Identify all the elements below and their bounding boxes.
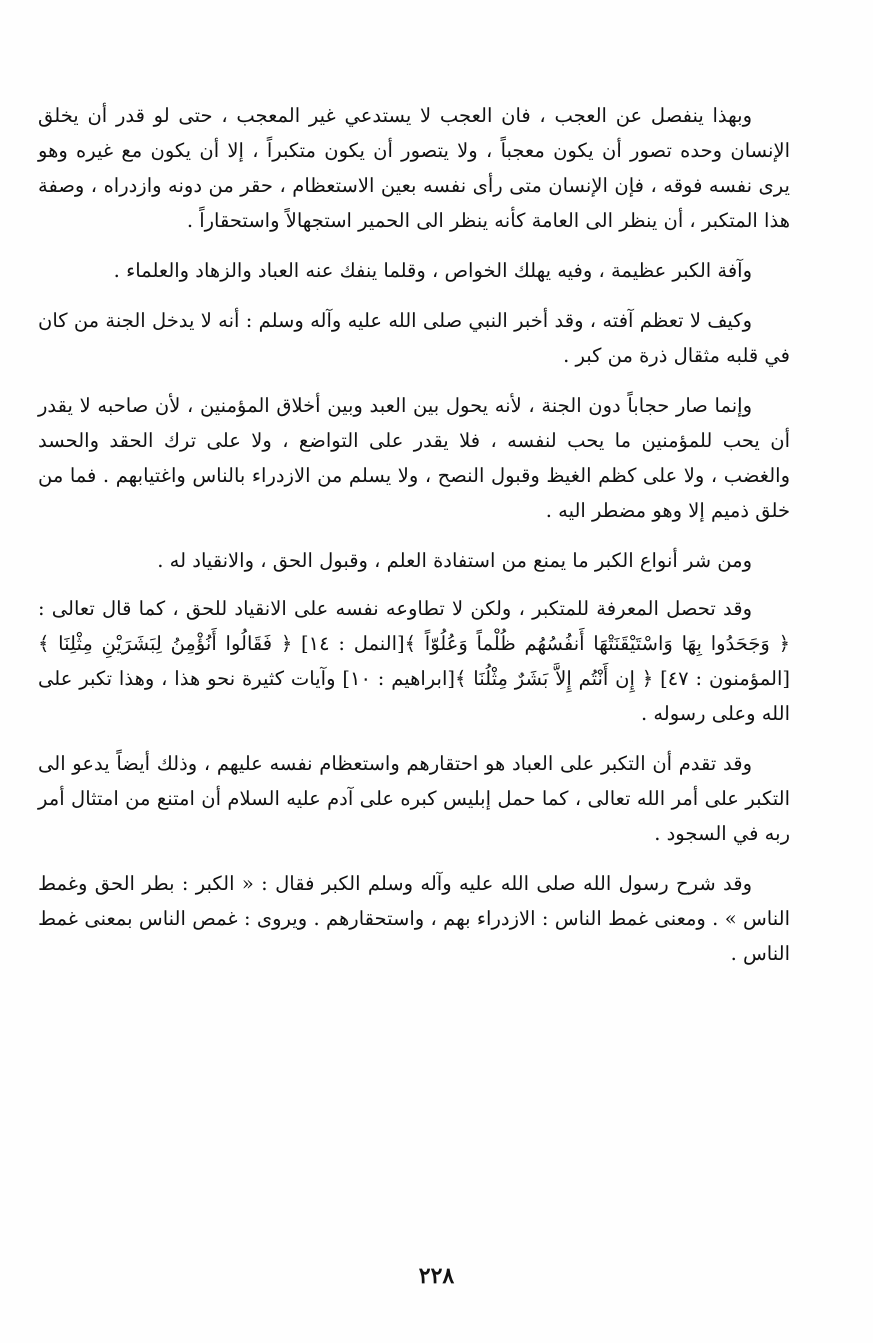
page-body-text bbox=[38, 98, 790, 986]
paragraph-3: وكيف لا تعظم آفته ، وقد أخبر النبي صلى الله عليه وآله وسلم : أنه لا يدخل الجنة من كان في قلبه مثقال ذرة من كبر . bbox=[38, 309, 790, 367]
paragraph-6: وقد تحصل المعرفة للمتكبر ، ولكن لا تطاوعه نفسه على الانقياد للحق ، كما قال تعالى : ﴿ وَجَحَدُوا بِهَا وَاسْتَيْقَنَتْهَا أَنفُسُهُم ظُلْماً وَعُلُوّاً ﴾[النمل : ١٤] ﴿ فَقَالُوا أَنُؤْمِنُ لِبَشَرَيْنِ مِثْلِنَا ﴾[المؤمنون : ٤٧] ﴿ إِن أَنْتُم إِلاَّ بَشَرٌ مِثْلُنَا ﴾[ابراهيم : ١٠] وآيات كثيرة نحو هذا ، وهذا تكبر على الله وعلى رسوله . bbox=[38, 597, 791, 725]
paragraph-5: ومن شر أنواع الكبر ما يمنع من استفادة العلم ، وقبول الحق ، والانقياد له . bbox=[157, 549, 752, 572]
paragraph-2: وآفة الكبر عظيمة ، وفيه يهلك الخواص ، وقلما ينفك عنه العباد والزهاد والعلماء . bbox=[113, 259, 752, 282]
page-number: ٢٢٨ bbox=[418, 1263, 455, 1289]
paragraph-4: وإنما صار حجاباً دون الجنة ، لأنه يحول بين العبد وبين أخلاق المؤمنين ، لأن صاحبه لا يقدر أن يحب للمؤمنين ما يحب لنفسه ، فلا يقدر على التواضع ، ولا على ترك الحقد والحسد والغضب ، ولا على كظم الغيظ وقبول النصح ، ولا يسلم من الازدراء بالناس واغتيابهم . فما من خلق ذميم إلا وهو مضطر اليه . bbox=[38, 394, 790, 522]
paragraph-8: وقد شرح رسول الله صلى الله عليه وآله وسلم الكبر فقال : « الكبر : بطر الحق وغمط الناس » . ومعنى غمط الناس : الازدراء بهم ، واستحقارهم . ويروى : غمص الناس بمعنى غمط الناس . bbox=[38, 872, 790, 965]
paragraph-1: وبهذا ينفصل عن العجب ، فان العجب لا يستدعي غير المعجب ، حتى لو قدر أن يخلق الإنسان وحده تصور أن يكون معجباً ، ولا يتصور أن يكون متكبراً ، إلا أن يكون مع غيره وهو يرى نفسه فوقه ، فإن الإنسان متى رأى نفسه بعين الاستعظام ، حقر من دونه وازدراه ، وصفة هذا المتكبر ، أن ينظر الى العامة كأنه ينظر الى الحمير استجهالاً واستحقاراً . bbox=[38, 104, 790, 232]
paragraph-7: وقد تقدم أن التكبر على العباد هو احتقارهم واستعظام نفسه عليهم ، وذلك أيضاً يدعو الى التكبر على أمر الله تعالى ، كما حمل إبليس كبره على آدم عليه السلام أن امتنع من امتثال أمر ربه في السجود . bbox=[38, 752, 790, 845]
